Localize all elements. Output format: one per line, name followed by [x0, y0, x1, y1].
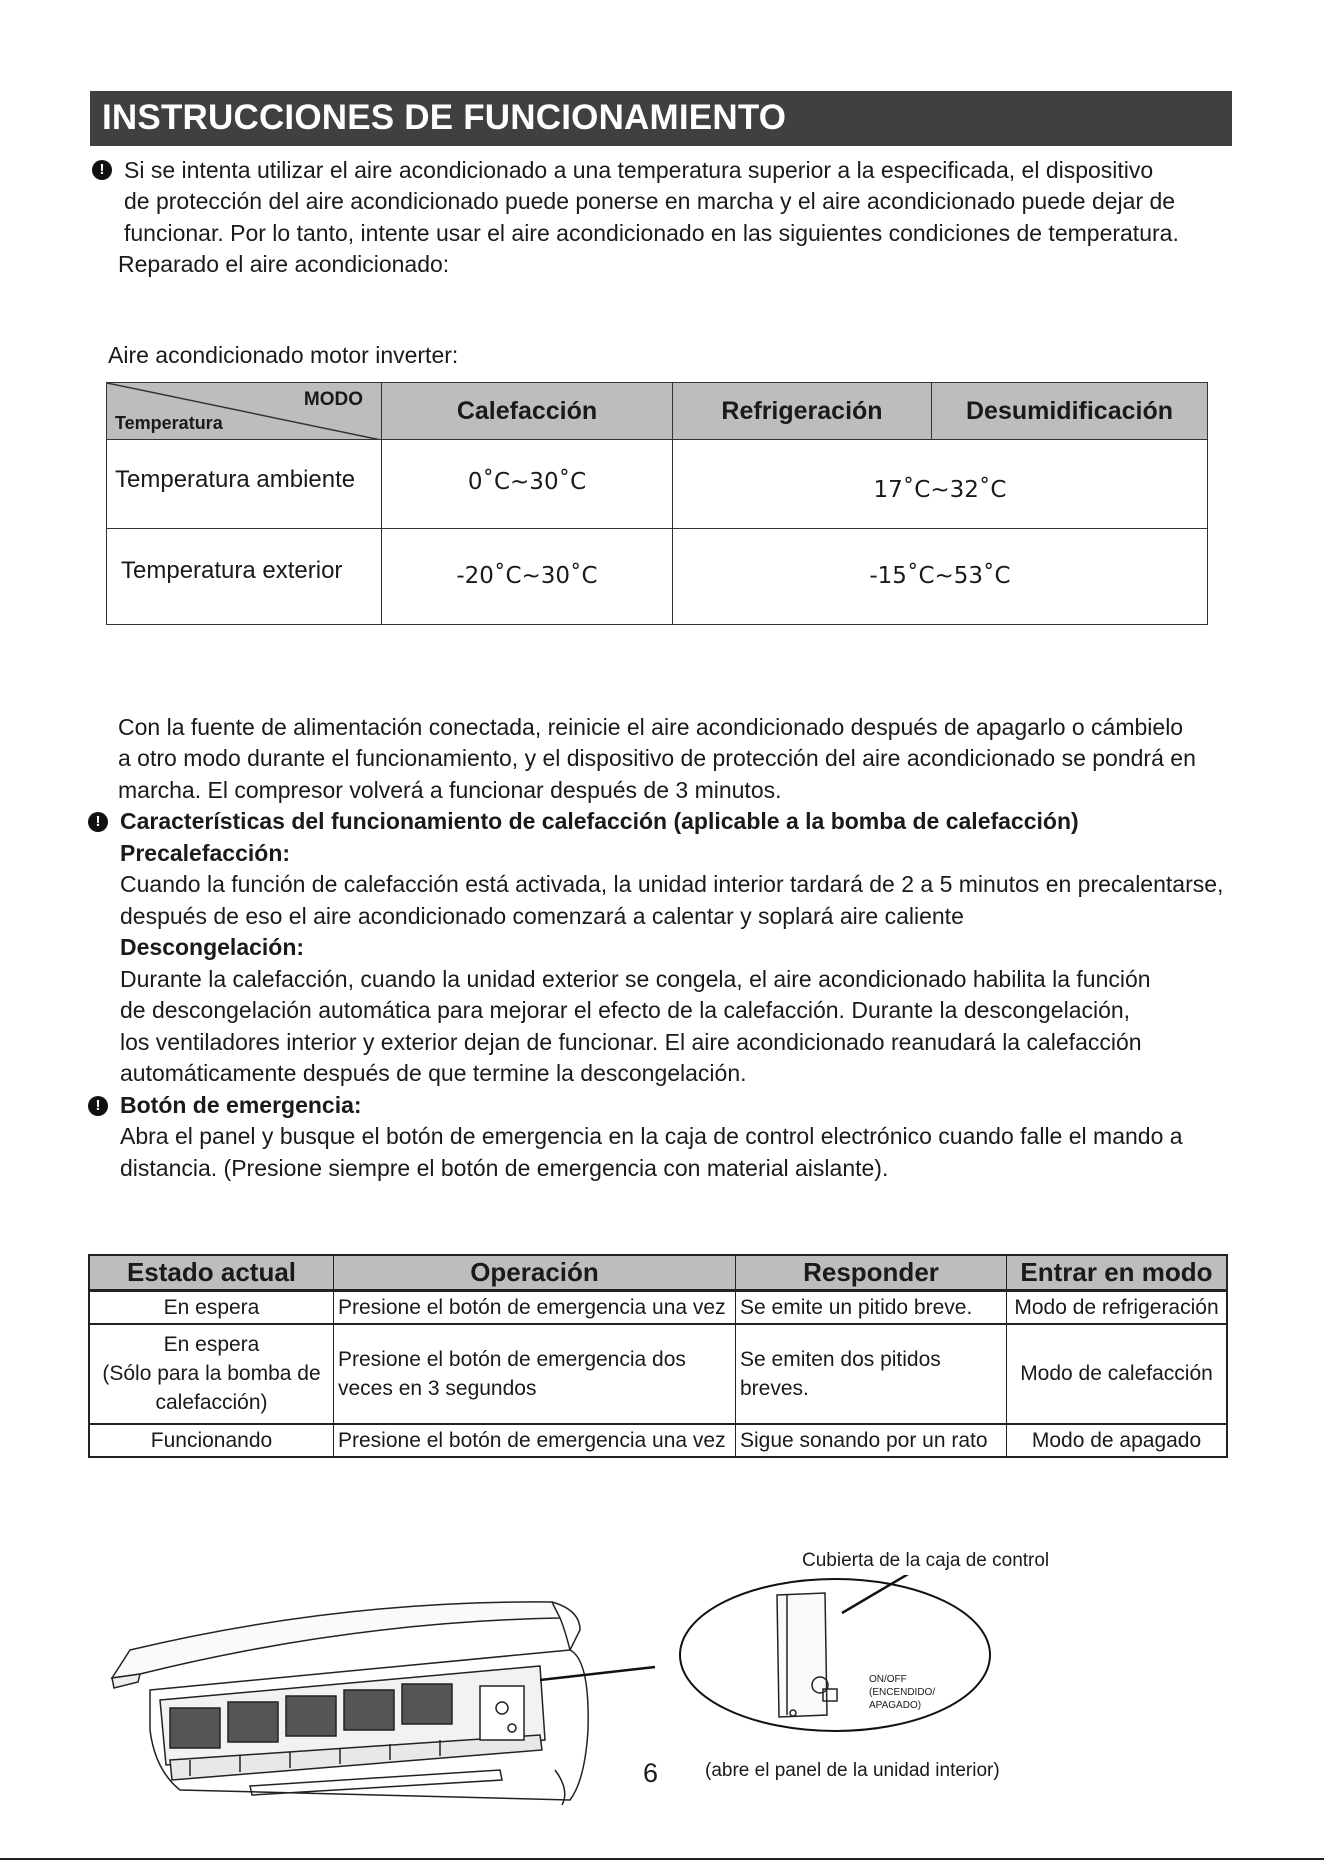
exterior-cooling-value: -15˚C~53˚C [673, 529, 1208, 625]
warning-icon: ! [88, 812, 108, 832]
panel-caption: (abre el panel de la unidad interior) [705, 1760, 1000, 1781]
switch-label-line-1: ON/OFF [869, 1674, 907, 1685]
defrost-line-4: automáticamente después de que termine la descongelación. [120, 1060, 747, 1086]
header-response: Responder [736, 1255, 1007, 1290]
preheat-line-2: después de eso el aire acondicionado comenzará a calentar y soplará aire caliente [120, 903, 964, 929]
ambient-cooling-value: 17˚C~32˚C [673, 440, 1208, 529]
intro-line-1: Si se intenta utilizar el aire acondicionado a una temperatura superior a la especificada, el dispositivo [124, 157, 1154, 183]
switch-label [869, 1673, 935, 1712]
preheat-title: Precalefacción: [120, 840, 291, 866]
defrost-line-1: Durante la calefacción, cuando la unidad exterior se congela, el aire acondicionado habilita la función [120, 966, 1151, 992]
r3-state: Funcionando [89, 1424, 334, 1457]
col-heating: Calefacción [382, 383, 673, 440]
control-box-zoom [675, 1575, 995, 1735]
exterior-heating-value: -20˚C~30˚C [382, 529, 673, 625]
r2-resp-line-1: Se emiten dos pitidos [740, 1347, 941, 1371]
bottom-rule [0, 1858, 1324, 1860]
page-title: INSTRUCCIONES DE FUNCIONAMIENTO [102, 98, 787, 137]
title-bar [90, 91, 1232, 146]
col-cooling: Refrigeración [673, 383, 932, 440]
emergency-mode-table [88, 1254, 1228, 1458]
restart-line-1: Con la fuente de alimentación conectada, reinicie el aire acondicionado después de apagarlo o cámbielo [118, 714, 1184, 740]
emergency-heading: Botón de emergencia: [120, 1092, 362, 1118]
r2-state-line-2: (Sólo para la bomba de [102, 1362, 321, 1385]
r2-state [89, 1324, 334, 1424]
r2-mode: Modo de calefacción [1007, 1324, 1228, 1424]
r1-operation: Presione el botón de emergencia una vez [334, 1290, 736, 1324]
intro-line-3: funcionar. Por lo tanto, intente usar el aire acondicionado en las siguientes condiciones de temperatura. [124, 220, 1179, 246]
r2-op-line-1: Presione el botón de emergencia dos [338, 1347, 686, 1371]
r2-operation [334, 1324, 736, 1424]
r3-mode: Modo de apagado [1007, 1424, 1228, 1457]
emergency-line-2: distancia. (Presione siempre el botón de emergencia con material aislante). [120, 1155, 889, 1181]
restart-line-2: a otro modo durante el funcionamiento, y el dispositivo de protección del aire acondicionado se pondrá en [118, 745, 1196, 771]
row-ambient-label: Temperatura ambiente [107, 440, 382, 529]
switch-label-line-2: (ENCENDIDO/ [869, 1687, 936, 1698]
emergency-line-1: Abra el panel y busque el botón de emergencia en la caja de control electrónico cuando falle el mando a [120, 1123, 1183, 1149]
row-exterior-label: Temperatura exterior [107, 529, 382, 625]
heating-heading: Características del funcionamiento de calefacción (aplicable a la bomba de calefacción) [120, 808, 1079, 834]
r2-op-line-2: veces en 3 segundos [338, 1376, 537, 1400]
intro-line-4: Reparado el aire acondicionado: [118, 251, 450, 277]
header-state: Estado actual [89, 1255, 334, 1290]
indoor-unit-illustration [100, 1590, 700, 1810]
cover-label: Cubierta de la caja de control [802, 1550, 1050, 1571]
warning-icon: ! [88, 1096, 108, 1116]
ambient-heating-value: 0˚C~30˚C [382, 440, 673, 529]
corner-temp-label: Temperatura [115, 413, 223, 433]
table-corner-cell [107, 383, 382, 440]
preheat-line-1: Cuando la función de calefacción está activada, la unidad interior tardará de 2 a 5 minutos en precalentarse, [120, 871, 1224, 897]
intro-line-2: de protección del aire acondicionado puede ponerse en marcha y el aire acondicionado puede dejar de [124, 188, 1176, 214]
r2-response [736, 1324, 1007, 1424]
r1-state: En espera [89, 1290, 334, 1324]
r3-response: Sigue sonando por un rato [736, 1424, 1007, 1457]
page-number: 6 [643, 1758, 659, 1788]
defrost-line-3: los ventiladores interior y exterior dejan de funcionar. El aire acondicionado reanudará la calefacción [120, 1029, 1142, 1055]
r1-response: Se emite un pitido breve. [736, 1290, 1007, 1324]
r2-state-line-3: calefacción) [155, 1391, 268, 1414]
temperature-table [106, 382, 1208, 625]
inverter-label: Aire acondicionado motor inverter: [108, 342, 459, 368]
defrost-line-2: de descongelación automática para mejorar el efecto de la calefacción. Durante la descongelación, [120, 997, 1131, 1023]
header-mode: Entrar en modo [1007, 1255, 1228, 1290]
header-operation: Operación [334, 1255, 736, 1290]
defrost-title: Descongelación: [120, 934, 305, 960]
r2-resp-line-2: breves. [740, 1376, 809, 1400]
corner-mode-label: MODO [303, 389, 363, 410]
r2-state-line-1: En espera [163, 1333, 260, 1356]
switch-label-line-3: APAGADO) [869, 1700, 922, 1711]
restart-line-3: marcha. El compresor volverá a funcionar después de 3 minutos. [118, 777, 782, 803]
r1-mode: Modo de refrigeración [1007, 1290, 1228, 1324]
warning-icon: ! [92, 160, 112, 180]
r3-operation: Presione el botón de emergencia una vez [334, 1424, 736, 1457]
col-dehum: Desumidificación [932, 383, 1208, 440]
